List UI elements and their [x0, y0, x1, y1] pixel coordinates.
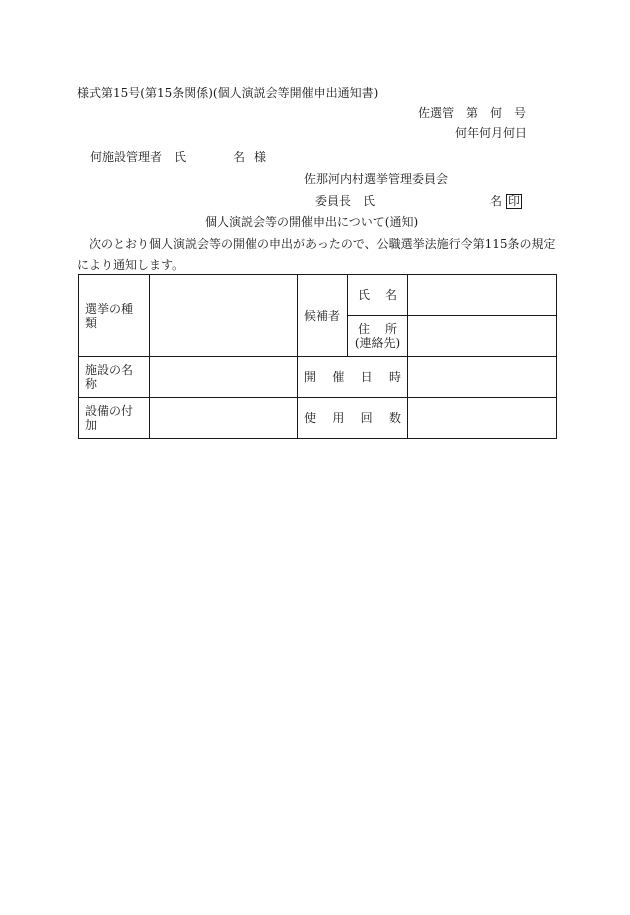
body-text-line-1: 次のとおり個人演説会等の開催の申出があったので、公職選挙法施行令第115条の規定 — [89, 237, 556, 251]
address-label-cell — [348, 316, 408, 357]
usage-label-char: 使 — [304, 411, 317, 425]
document-date: 何年何月何日 — [455, 126, 528, 140]
notification-table — [78, 274, 557, 439]
name-label-1: 氏 — [358, 288, 371, 302]
issuer-organization: 佐那河内村選挙管理委員会 — [304, 172, 449, 186]
table-row — [79, 398, 557, 439]
seal-mark: 印 — [508, 194, 521, 208]
addressee-suffix: 様 — [254, 150, 267, 164]
usage-label-char: 回 — [360, 411, 373, 425]
form-title: 様式第15号(第15条関係)(個人演説会等開催申出通知書) — [77, 86, 379, 100]
document-number: 佐選管 第 何 号 — [418, 106, 527, 120]
name-label-cell — [348, 275, 408, 316]
election-type-value-cell[interactable] — [150, 275, 298, 357]
address-label-2: 所 — [384, 322, 397, 336]
table-row — [79, 357, 557, 398]
subject-line: 個人演説会等の開催申出について(通知) — [205, 215, 419, 229]
usage-label-char: 数 — [388, 411, 401, 425]
body-text-line-2: により通知します。 — [77, 258, 185, 272]
address-label-1: 住 — [358, 322, 371, 336]
issuer-name: 名 — [490, 194, 503, 208]
name-label-2: 名 — [384, 288, 397, 302]
usage-label-cell — [298, 398, 408, 439]
equipment-label: 設備の付加 — [85, 404, 134, 432]
equipment-value-cell[interactable] — [150, 398, 298, 439]
address-label-contact: (連絡先) — [354, 336, 401, 350]
candidate-label: 候補者 — [304, 308, 341, 323]
date-value-cell[interactable] — [408, 357, 557, 398]
table-row — [79, 275, 557, 316]
date-label-char: 催 — [332, 370, 345, 384]
addressee-name: 名 — [233, 150, 246, 164]
candidate-label-cell — [298, 275, 348, 357]
issuer-title: 委員長 氏 — [315, 194, 376, 208]
election-type-label-cell — [79, 275, 150, 357]
issuer-name-block — [490, 194, 522, 209]
date-label-char: 時 — [388, 370, 401, 384]
candidate-address-value-cell[interactable] — [408, 316, 557, 357]
facility-label: 施設の名称 — [85, 363, 134, 391]
candidate-name-value-cell[interactable] — [408, 275, 557, 316]
addressee-prefix: 何施設管理者 氏 — [90, 150, 187, 164]
facility-value-cell[interactable] — [150, 357, 298, 398]
election-type-label: 選挙の種類 — [85, 301, 134, 330]
date-label-char: 開 — [304, 370, 317, 384]
date-label-cell — [298, 357, 408, 398]
date-label-char: 日 — [360, 370, 373, 384]
equipment-label-cell — [79, 398, 150, 439]
usage-label-char: 用 — [332, 411, 345, 425]
usage-value-cell[interactable] — [408, 398, 557, 439]
facility-label-cell — [79, 357, 150, 398]
